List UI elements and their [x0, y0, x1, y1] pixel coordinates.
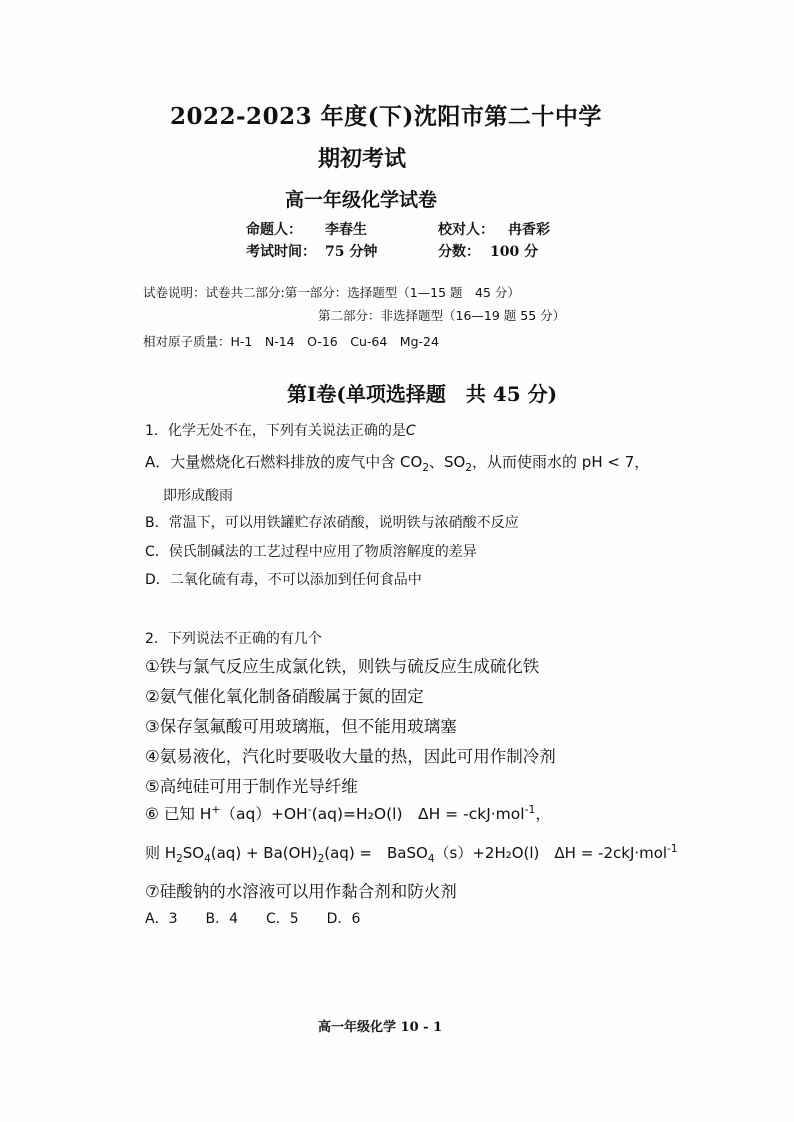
- s6-sup-1: +: [211, 802, 221, 816]
- q2-stem: 2．下列说法不正确的有几个: [145, 631, 322, 647]
- section-title: 第Ⅰ卷(单项选择题 共 45 分): [287, 382, 558, 406]
- s6-part-c: (aq)=H₂O(l) ΔH = -ckJ·mol: [311, 805, 525, 823]
- q1-option-a-part1: A．大量燃烧化石燃料排放的废气中含 CO: [145, 453, 423, 471]
- exam-subject-title: 高一年级化学试卷: [285, 189, 438, 211]
- author-name: 李春生: [325, 222, 367, 238]
- s6b-part-a: 则 H: [145, 844, 177, 862]
- q1-option-c: C．侯氏制碱法的工艺过程中应用了物质溶解度的差异: [145, 544, 477, 560]
- s6-part-b: （aq）+OH: [220, 805, 308, 823]
- s6b-part-b: SO: [182, 844, 205, 862]
- s6b-sub-2: 4: [204, 853, 211, 865]
- page-footer: 高一年级化学 10 - 1: [318, 1020, 443, 1035]
- instructions-line-1: 试卷说明：试卷共二部分:第一部分：选择题型（1—15 题 45 分）: [143, 285, 520, 300]
- score-label: 分数：: [438, 244, 480, 260]
- q2-statement-4: ④氨易液化，汽化时要吸收大量的热，因此可用作制冷剂: [145, 747, 556, 766]
- s6b-sub-3: 2: [317, 853, 325, 865]
- s6b-part-d: (aq) = BaSO: [324, 844, 428, 862]
- author-label: 命题人：: [246, 222, 302, 238]
- q1-option-b: B．常温下，可以用铁罐贮存浓硝酸，说明铁与浓硝酸不反应: [145, 515, 519, 531]
- q1-option-a-part2: 、SO: [429, 453, 466, 471]
- atomic-mass-line: 相对原子质量：H-1 N-14 O-16 Cu-64 Mg-24: [143, 334, 439, 349]
- q2-statement-3: ③保存氢氟酸可用玻璃瓶，但不能用玻璃塞: [145, 717, 457, 736]
- q2-statement-6-line-1: [145, 802, 551, 824]
- s6b-part-c: (aq) + Ba(OH): [210, 844, 318, 862]
- s6-sup-3: -1: [524, 802, 536, 816]
- q2-statement-6-line-2: [145, 842, 678, 865]
- s6-sup-2: -: [307, 802, 312, 816]
- q2-statement-1: ①铁与氯气反应生成氯化铁，则铁与硫反应生成硫化铁: [145, 657, 540, 676]
- s6b-sub-1: 2: [176, 853, 183, 865]
- exam-title-school: 2022-2023 年度(下)沈阳市第二十中学: [170, 103, 602, 130]
- time-label: 考试时间：: [246, 244, 316, 260]
- score-value: 100 分: [490, 244, 539, 260]
- q1-option-d: D．二氧化硫有毒，不可以添加到任何食品中: [145, 572, 422, 588]
- q2-statement-7: ⑦硅酸钠的水溶液可以用作黏合剂和防火剂: [145, 882, 457, 901]
- s6b-part-e: （s）+2H₂O(l) ΔH = -2ckJ·mol: [434, 844, 668, 862]
- q2-statement-5: ⑤高纯硅可用于制作光导纤维: [145, 777, 358, 796]
- exam-title-type: 期初考试: [318, 146, 407, 172]
- q1-stem: [145, 420, 416, 440]
- s6b-sup: -1: [667, 843, 678, 855]
- s6-part-a: ⑥ 已知 H: [145, 805, 212, 823]
- q1-option-a-continued: 即形成酸雨: [163, 488, 233, 504]
- checker-name: 冉香彩: [508, 222, 550, 238]
- checker-label: 校对人：: [438, 222, 494, 238]
- s6b-sub-4: 4: [427, 853, 435, 865]
- q1-stem-text: 1．化学无处不在，下列有关说法正确的是: [145, 423, 406, 439]
- q1-handwritten-answer: C: [405, 423, 416, 439]
- q2-statement-2: ②氨气催化氧化制备硝酸属于氮的固定: [145, 687, 424, 706]
- time-value: 75 分钟: [325, 244, 378, 260]
- q2-options: A．3 B．4 C．5 D．6: [145, 911, 361, 927]
- q1-option-a-part3: ，从而使雨水的 pH < 7，: [472, 453, 650, 471]
- q1-option-a-sub2: 2: [465, 462, 473, 474]
- q1-option-a: [145, 451, 649, 474]
- s6-part-d: ，: [535, 805, 551, 823]
- q1-option-a-sub1: 2: [422, 462, 429, 474]
- instructions-line-2: 第二部分：非选择题型（16—19 题 55 分）: [318, 308, 566, 323]
